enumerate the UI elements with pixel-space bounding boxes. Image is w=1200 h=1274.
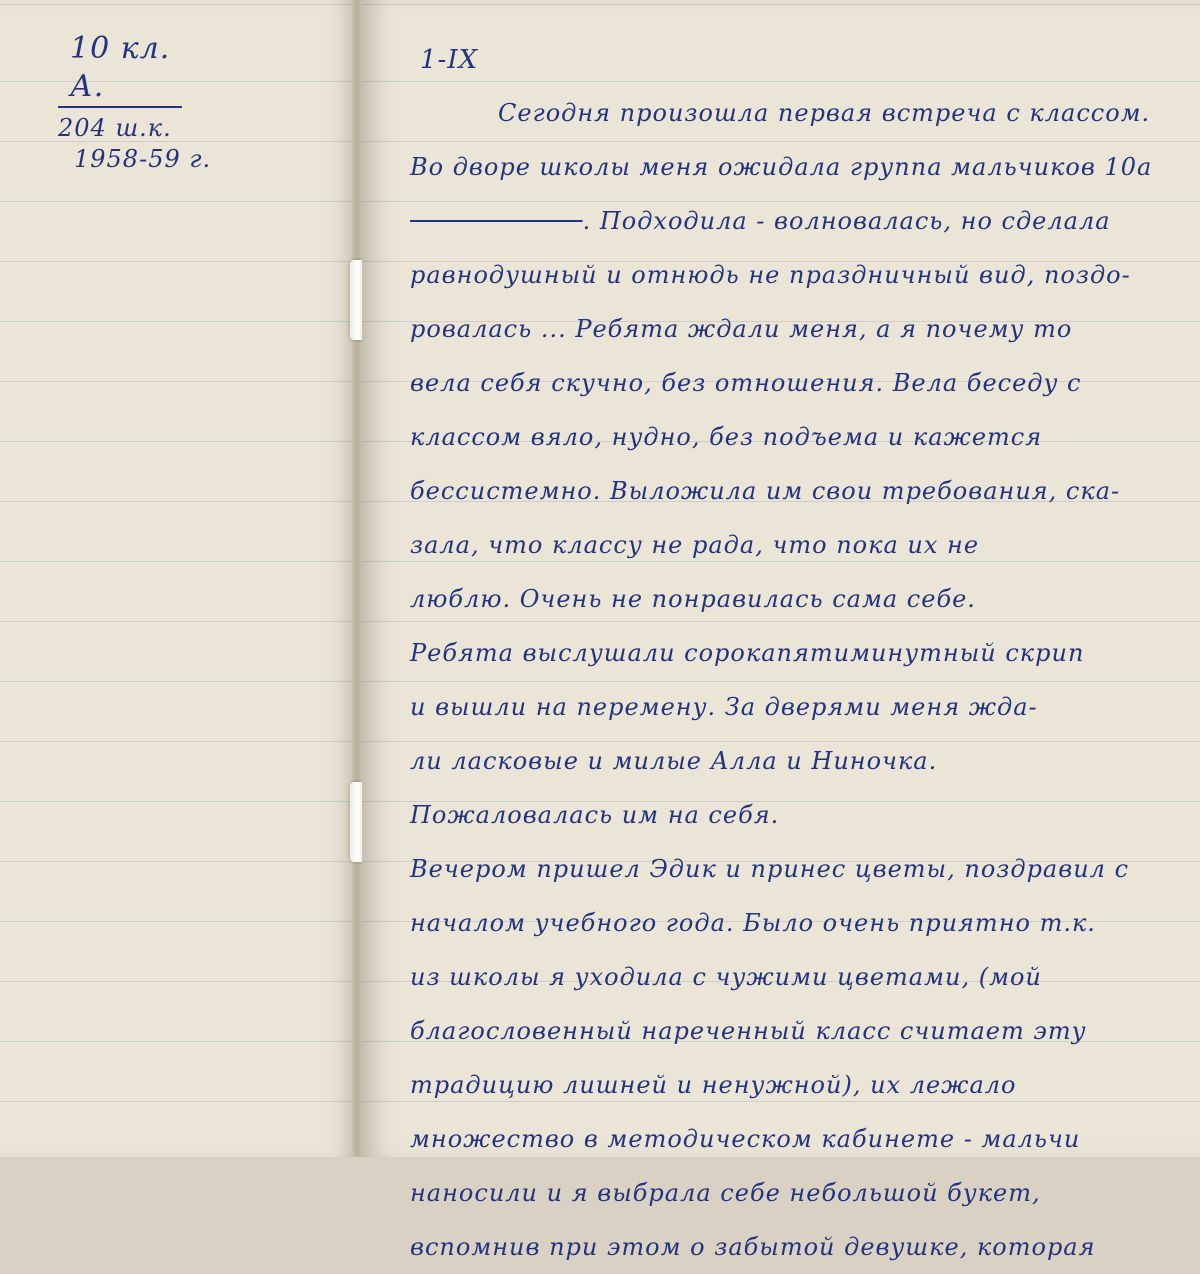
diary-line: ли ласковые и милые Алла и Ниночка. [410,747,938,775]
diary-line: наносили и я выбрала себе небольшой букет, [410,1179,1041,1207]
diary-line: Пожаловалась им на себя. [410,801,780,829]
diary-line: Вечером пришел Эдик и принес цветы, поздравил с [410,855,1130,883]
diary-entry [410,40,1190,1274]
diary-line: вспомнив при этом о забытой девушке, которая [410,1233,1096,1261]
diary-line: благословенный нареченный класс считает эту [410,1017,1087,1045]
diary-line: началом учебного года. Было очень приятно т.к. [410,909,1096,937]
school-year: 1958-59 г. [74,145,212,173]
diary-line: равнодушный и отнюдь не праздничный вид, поздо- [410,261,1131,289]
entry-date: 1-IX [420,45,479,75]
diary-line: люблю. Очень не понравилась сама себе. [410,585,976,613]
margin-note [58,30,248,174]
left-page [0,0,356,1157]
diary-line: вела себя скучно, без отношения. Вела беседу с [410,369,1082,397]
diary-line: Во дворе школы меня ожидала группа мальчиков 10а [410,153,1153,181]
diary-line: Ребята выслушали сорокапятиминутный скрип [410,639,1085,667]
class-label: 10 кл. А. [58,30,182,108]
struck-out-word [410,207,583,235]
diary-line: бессистемно. Выложила им свои требования, ска- [410,477,1121,505]
diary-line: . Подходила - волновалась, но сделала [410,194,1190,248]
diary-line: классом вяло, нудно, без подъема и кажется [410,423,1043,451]
diary-line: множество в методическом кабинете - мальчи [410,1125,1081,1153]
diary-line: традицию лишней и ненужной), их лежало [410,1071,1017,1099]
diary-line: зала, что классу не рада, что пока их не [410,531,980,559]
diary-line: из школы я уходила с чужими цветами, (мой [410,963,1042,991]
diary-line: Сегодня произошла первая встреча с классом. [498,99,1151,127]
diary-line: и вышли на перемену. За дверями меня жда- [410,693,1038,721]
diary-line-text: Подходила - волновалась, но сделала [599,207,1111,235]
school-label: 204 ш.к. [58,114,172,142]
diary-line: ровалась ... Ребята ждали меня, а я почему то [410,315,1073,343]
